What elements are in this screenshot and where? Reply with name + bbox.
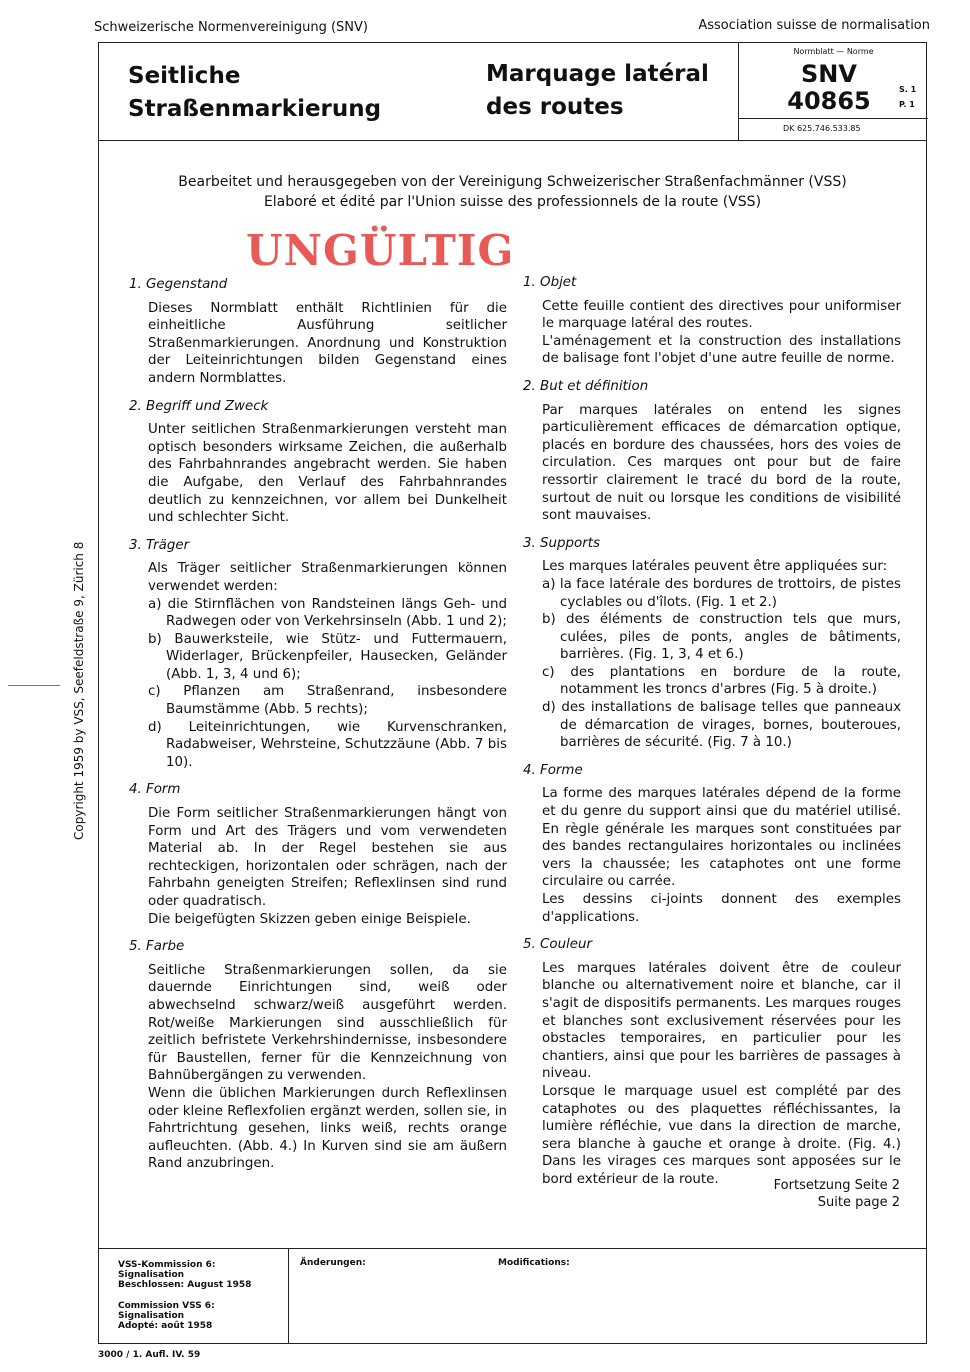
copyright: Copyright 1959 by VSS, Seefeldstraße 9, Zürich 8 — [72, 541, 86, 840]
list-item: a) die Stirnflächen von Randsteinen längs Geh- und Radwegen oder von Verkehrsinseln (Abb. 1 und 2); — [148, 596, 507, 630]
norm-number: 40865 — [787, 87, 871, 115]
print-info: 3000 / 1. Aufl. IV. 59 — [98, 1350, 201, 1360]
commission-de — [118, 1260, 251, 1290]
section-heading: 1. Objet — [523, 275, 577, 290]
paragraph: Seitliche Straßenmarkierungen sollen, da sie dauernde Einrichtungen sind, weiß oder abwechselnd schwarz/weiß ausgeführt werden. Rot/weiße Markierungen sind ausschließlich für zeitlich befristete Verkehrshindernisse, insbesondere für Baustellen, ferner für die Kennzeichnung von Bahnübergängen zu verwenden. — [148, 962, 507, 1084]
commission-de-name: VSS-Kommission 6: — [118, 1260, 216, 1270]
org-fr: Association suisse de normalisation — [698, 18, 930, 33]
norm-box — [738, 42, 928, 140]
list-item: a) la face latérale des bordures de trottoirs, de pistes cyclables ou d'îlots. (Fig. 1 et 2.) — [542, 576, 901, 610]
paragraph: Cette feuille contient des directives pour uniformiser le marquage latéral des routes. — [542, 298, 901, 332]
list-item: d) Leiteinrichtungen, wie Kurvenschranken, Radabweiser, Wehrsteine, Schutzzäune (Abb. 7 bis 10). — [148, 719, 507, 770]
section-heading: 5. Farbe — [129, 939, 185, 955]
column-de — [129, 276, 507, 1183]
list-item: d) des installations de balisage telles que panneaux de démarcation de virages, bornes, bouteroues, barrières de sécurité. (Fig. 7 à 10.) — [542, 700, 901, 751]
section-heading: 5. Couleur — [523, 937, 593, 953]
title-fr-line2: des routes — [486, 94, 624, 120]
changes-de: Änderungen: — [300, 1258, 366, 1268]
margin-mark — [8, 685, 60, 686]
paragraph: Die beigefügten Skizzen geben einige Beispiele. — [148, 911, 471, 927]
paragraph: Unter seitlichen Straßenmarkierungen versteht man optisch besonders wirksame Zeichen, die außerhalb des Fahrbahnrandes angebracht werden. Sie haben die Aufgabe, den Verlauf des Fahrbahnrandes deutlich zu kennzeichnen, vor allem bei Dunkelheit und schlechter Sicht. — [148, 422, 507, 526]
continuation — [774, 1177, 900, 1211]
paragraph: Als Träger seitlicher Straßenmarkierungen können verwendet werden: — [148, 561, 507, 594]
title-de-line2: Straßenmarkierung — [128, 96, 382, 122]
section-heading: 3. Träger — [129, 537, 190, 553]
list-item: c) des plantations en bordure de la route, notamment les troncs d'arbres (Fig. 5 à droite.) — [542, 664, 901, 698]
commission-fr-date: Adopté: août 1958 — [118, 1321, 213, 1331]
section-heading: 2. But et définition — [523, 378, 649, 394]
section-heading: 4. Forme — [523, 762, 583, 778]
title-fr-line1: Marquage latéral — [486, 61, 709, 87]
org-de: Schweizerische Normenvereinigung (SNV) — [94, 20, 368, 35]
paragraph: Les marques latérales doivent être de couleur blanche ou alternativement noire et blanche, car il s'agit de dispositifs permanents. Les marques rouges et blanches sont exclusivement réservées pour les obstacles temporaires, en particulier pour les chantiers, ainsi que pour les barrières de passages à niveau. — [542, 960, 901, 1082]
list-item: b) Bauwerksteile, wie Stütz- und Futtermauern, Widerlager, Brückenpfeiler, Hausecken, Geländer (Abb. 1, 3, 4 und 6); — [148, 631, 507, 682]
page-indicator — [899, 82, 916, 112]
paragraph: Lorsque le marquage usuel est complété par des cataphotes ou des plaquettes réfléchissantes, la lumière réfléchie, vue dans la direction de marche, sera blanche à gauche et orange à droite. (Fig. 4.) Dans les virages ces marques sont apposées sur le bord extérieur de la route. — [542, 1083, 901, 1187]
continuation-fr: Suite page 2 — [817, 1195, 900, 1210]
commission-fr-topic: Signalisation — [118, 1311, 185, 1321]
page-fr: P. 1 — [899, 100, 915, 109]
paragraph: Die Form seitlicher Straßenmarkierungen hängt von Form und Art des Trägers und vom verwendeten Material ab. In der Regel bestehen sie aus rechteckigen, horizontalen oder schrägen, nach der Fahrbahn geneigten Streifen; Reflexlinsen sind rund oder quadratisch. — [148, 806, 507, 909]
norm-id — [784, 61, 874, 115]
title-de-line1: Seitliche — [128, 63, 241, 89]
commission-de-date: Beschlossen: August 1958 — [118, 1280, 252, 1290]
column-fr — [523, 274, 901, 1199]
intro-de: Bearbeitet und herausgegeben von der Vereinigung Schweizerischer Straßenfachmänner (VSS) — [178, 174, 847, 190]
commission-fr-name: Commission VSS 6: — [118, 1301, 215, 1311]
section-heading: 3. Supports — [523, 535, 600, 551]
section-heading: 1. Gegenstand — [129, 277, 228, 292]
continuation-de: Fortsetzung Seite 2 — [773, 1178, 900, 1193]
paragraph: Les marques latérales peuvent être appliquées sur: — [542, 559, 888, 575]
commission-de-topic: Signalisation — [118, 1270, 185, 1280]
bottom-vertical-divider — [288, 1248, 289, 1344]
page-de: S. 1 — [899, 85, 917, 94]
title-fr — [486, 58, 709, 124]
bottom-divider — [98, 1248, 927, 1249]
section-heading: 2. Begriff und Zweck — [129, 398, 269, 414]
title-de — [128, 60, 381, 126]
paragraph: L'aménagement et la construction des installations de balisage font l'objet d'une autre feuille de norme. — [542, 333, 901, 367]
paragraph: La forme des marques latérales dépend de la forme et du genre du support ainsi que du matériel utilisé. En règle générale les marques sont constituées par des bandes rectangulaires horizontales ou inclinées vers la chaussée; les cataphotes ont une forme circulaire ou carrée. — [542, 786, 901, 890]
changes-fr: Modifications: — [498, 1258, 570, 1268]
intro-fr: Elaboré et édité par l'Union suisse des professionnels de la route (VSS) — [263, 194, 762, 210]
dk-divider — [739, 118, 928, 119]
list-item: b) des éléments de construction tels que murs, culées, piles de ponts, angles de bâtiments, barrières. (Fig. 1, 3, 4 et 6.) — [542, 612, 901, 663]
commission-fr — [118, 1301, 215, 1331]
paragraph: Par marques latérales on entend les signes particulièrement efficaces de démarcation optique, placés en bordure des chaussées, hors des voies de circulation. Ces marques ont pour but de faire ressortir clairement le tracé du bord de la route, surtout de nuit ou lorsque les conditions de visibilité sont mauvaises. — [542, 402, 901, 524]
norm-snv: SNV — [801, 60, 857, 88]
norm-label: Normblatt — Norme — [793, 47, 874, 56]
invalid-stamp: UNGÜLTIG — [246, 226, 515, 275]
title-divider — [98, 140, 927, 141]
paragraph: Les dessins ci-joints donnent des exemples d'applications. — [542, 892, 901, 925]
list-item: c) Pflanzen am Straßenrand, insbesondere Baumstämme (Abb. 5 rechts); — [148, 684, 507, 718]
paragraph: Wenn die üblichen Markierungen durch Reflexlinsen oder kleine Reflexfolien ergänzt werden, sollen sie, in Fahrtrichtung gesehen, links weiß, rechts orange aufleuchten. (Abb. 4.) In Kurven sind sie am äußern Rand anzubringen. — [148, 1085, 507, 1172]
section-heading: 4. Form — [129, 782, 181, 798]
paragraph: Dieses Normblatt enthält Richtlinien für die einheitliche Ausführung seitlicher Straßenmarkierungen. Anordnung und Konstruktion der Leiteinrichtungen bilden Gegenstand eines andern Normblattes. — [148, 300, 507, 386]
dk-number: DK 625.746.533.85 — [783, 124, 861, 133]
